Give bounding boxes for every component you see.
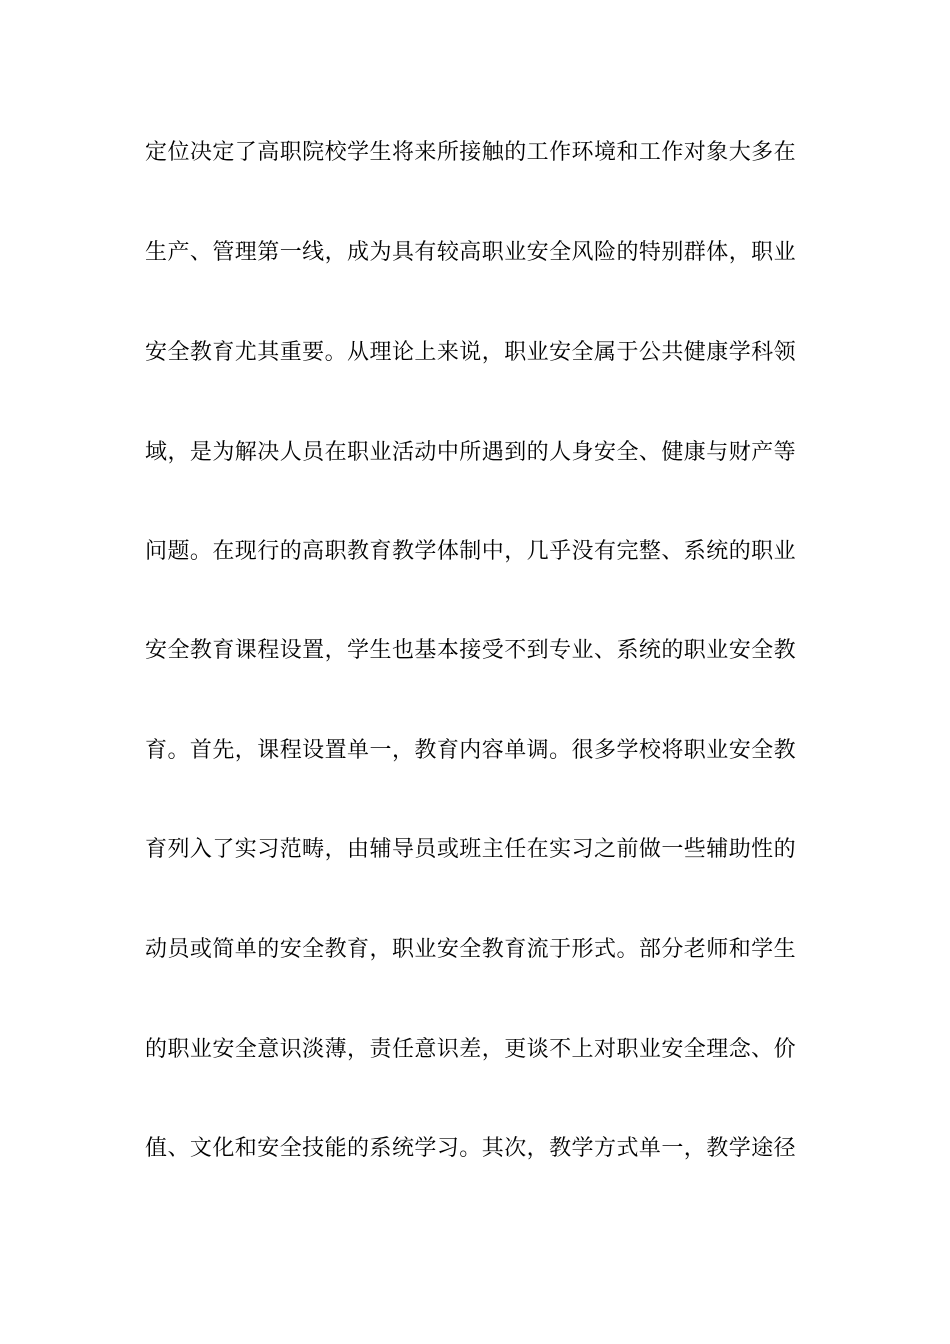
body-text-line: 定位决定了高职院校学生将来所接触的工作环境和工作对象大多在 [145, 140, 797, 165]
body-text-line: 域，是为解决人员在职业活动中所遇到的人身安全、健康与财产等 [145, 440, 797, 465]
body-text-line: 安全教育课程设置，学生也基本接受不到专业、系统的职业安全教 [145, 638, 797, 663]
body-text-line: 的职业安全意识淡薄，责任意识差，更谈不上对职业安全理念、价 [145, 1037, 797, 1062]
body-text-line: 值、文化和安全技能的系统学习。其次，教学方式单一，教学途径 [145, 1136, 797, 1161]
body-text-line: 动员或简单的安全教育，职业安全教育流于形式。部分老师和学生 [145, 937, 797, 962]
body-text-line: 生产、管理第一线，成为具有较高职业安全风险的特别群体，职业 [145, 240, 797, 265]
body-text-line: 育列入了实习范畴，由辅导员或班主任在实习之前做一些辅助性的 [145, 837, 797, 862]
body-text-line: 问题。在现行的高职教育教学体制中，几乎没有完整、系统的职业 [145, 539, 797, 564]
body-text-line: 安全教育尤其重要。从理论上来说，职业安全属于公共健康学科领 [145, 340, 797, 365]
body-text-line: 育。首先，课程设置单一，教育内容单调。很多学校将职业安全教 [145, 738, 797, 763]
